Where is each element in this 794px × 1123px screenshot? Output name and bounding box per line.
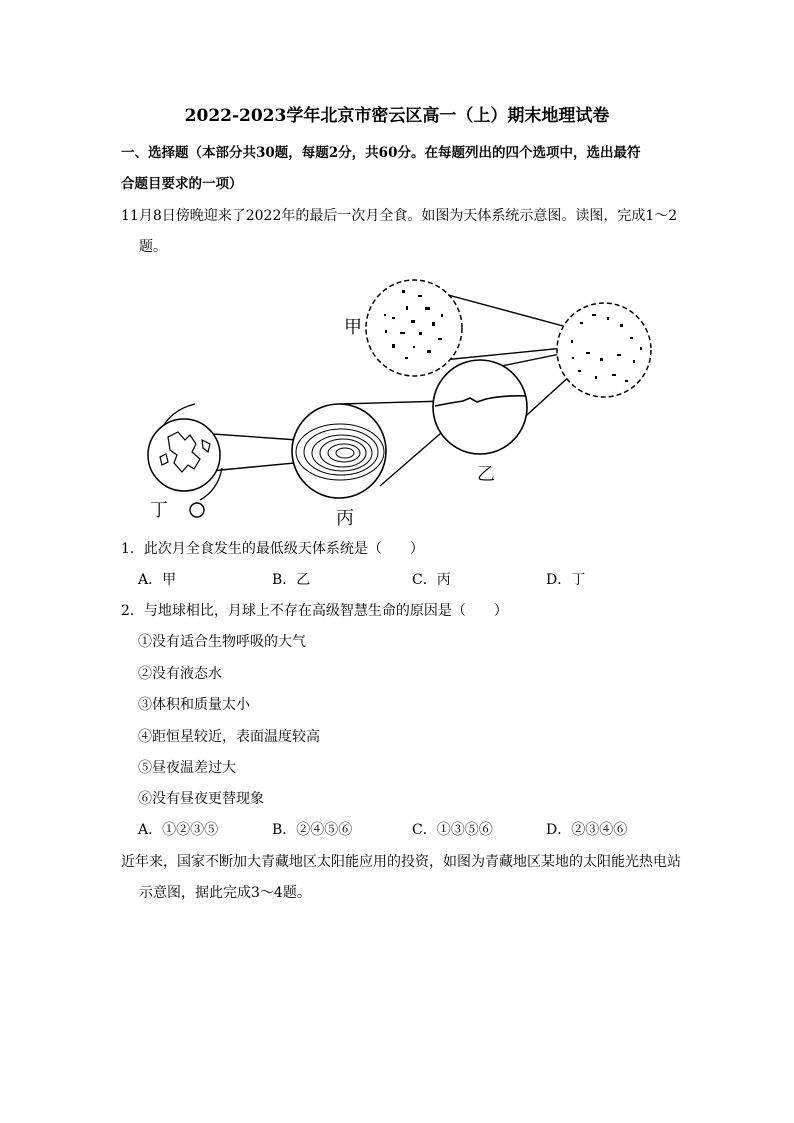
yi-solar-system-circle bbox=[433, 360, 527, 454]
label-yi: 乙 bbox=[477, 464, 495, 485]
q2-option-d[interactable]: D．②③④⑥ bbox=[546, 822, 628, 838]
q2-option-b[interactable]: B．②④⑤⑥ bbox=[272, 822, 353, 838]
q2-option-a[interactable]: A．①②③⑤ bbox=[138, 822, 219, 838]
q1-option-c[interactable]: C．丙 bbox=[412, 572, 451, 588]
label-bing: 丙 bbox=[336, 508, 354, 529]
q1-option-b[interactable]: B．乙 bbox=[272, 572, 311, 588]
q2-statement-5: ⑤昼夜温差过大 bbox=[138, 760, 236, 776]
q2-statement-4: ④距恒星较近，表面温度较高 bbox=[138, 729, 320, 745]
intro1-line2: 题。 bbox=[139, 239, 167, 255]
q2-statement-6: ⑥没有昼夜更替现象 bbox=[138, 791, 264, 807]
q2-statement-1: ①没有适合生物呼吸的大气 bbox=[138, 634, 306, 650]
label-ding: 丁 bbox=[150, 500, 168, 521]
intro2-line1: 近年来，国家不断加大青藏地区太阳能应用的投资，如图为青藏地区某地的太阳能光热电站 bbox=[121, 854, 681, 870]
connector-line-bing-top bbox=[340, 401, 446, 404]
q2-option-c[interactable]: C．①③⑤⑥ bbox=[412, 822, 493, 838]
page-title: 2022-2023学年北京市密云区高一（上）期末地理试卷 bbox=[184, 106, 610, 126]
jia-galaxy-circle bbox=[366, 280, 462, 376]
intro2-line2: 示意图，据此完成3～4题。 bbox=[139, 885, 311, 901]
q2-stem: 2．与地球相比，月球上不存在高级智慧生命的原因是（ ） bbox=[121, 603, 508, 619]
section-heading-line1: 一、选择题（本部分共30题，每题2分，共60分。在每题列出的四个选项中，选出最符 bbox=[121, 145, 641, 161]
bing-earth-moon-circle bbox=[292, 404, 386, 498]
section-heading-line2: 合题目要求的一项） bbox=[121, 176, 243, 192]
q2-statement-2: ②没有液态水 bbox=[138, 666, 222, 682]
milky-way-circle bbox=[557, 303, 651, 397]
intro1-line1: 11月8日傍晚迎来了2022年的最后一次月全食。如图为天体系统示意图。读图，完成1～2 bbox=[121, 208, 678, 224]
q1-option-d[interactable]: D．丁 bbox=[546, 572, 586, 588]
q1-option-a[interactable]: A．甲 bbox=[138, 572, 177, 588]
q1-stem: 1．此次月全食发生的最低级天体系统是（ ） bbox=[121, 541, 424, 557]
label-jia: 甲 bbox=[344, 317, 362, 338]
celestial-system-diagram bbox=[130, 262, 660, 532]
moon-circle bbox=[190, 503, 204, 517]
q2-statement-3: ③体积和质量太小 bbox=[138, 697, 250, 713]
